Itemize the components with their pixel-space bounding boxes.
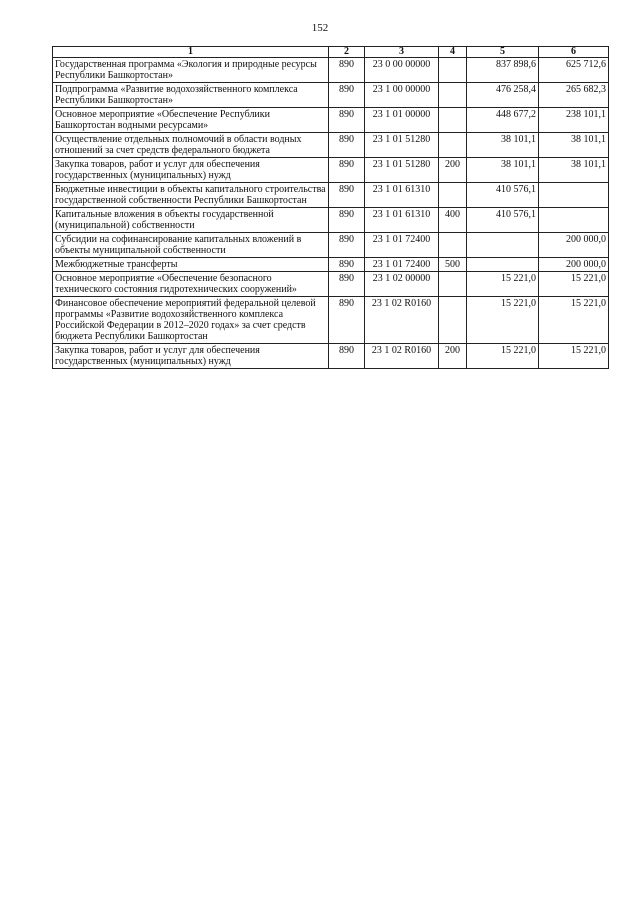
row-name-cell: Субсидии на софинансирование капитальных вложений в объекты муниципальной собственности [53,233,329,258]
row-name-cell: Межбюджетные трансферты [53,258,329,272]
row-target-item-cell: 23 1 01 00000 [365,108,439,133]
header-col-1: 1 [53,47,329,58]
row-ministry-code-cell: 890 [329,297,365,344]
row-amount-col5-cell: 38 101,1 [467,133,539,158]
page-number: 152 [311,22,329,34]
row-amount-col6-cell: 625 712,6 [539,58,609,83]
row-amount-col6-cell: 238 101,1 [539,108,609,133]
row-expense-type-cell: 200 [439,158,467,183]
row-amount-col6-cell: 15 221,0 [539,344,609,369]
header-col-4: 4 [439,47,467,58]
row-ministry-code-cell: 890 [329,233,365,258]
row-expense-type-cell [439,108,467,133]
row-expense-type-cell [439,183,467,208]
row-amount-col6-cell: 15 221,0 [539,272,609,297]
row-amount-col5-cell: 410 576,1 [467,208,539,233]
table-row [53,83,609,108]
row-amount-col5-cell: 837 898,6 [467,58,539,83]
table-row [53,297,609,344]
row-name-cell: Закупка товаров, работ и услуг для обеспечения государственных (муниципальных) нужд [53,344,329,369]
row-amount-col6-cell: 38 101,1 [539,133,609,158]
row-amount-col5-cell [467,258,539,272]
row-amount-col6-cell: 15 221,0 [539,297,609,344]
row-amount-col5-cell: 15 221,0 [467,344,539,369]
row-target-item-cell: 23 1 02 00000 [365,272,439,297]
row-ministry-code-cell: 890 [329,258,365,272]
table-row [53,258,609,272]
row-ministry-code-cell: 890 [329,133,365,158]
row-target-item-cell: 23 1 00 00000 [365,83,439,108]
row-amount-col5-cell: 476 258,4 [467,83,539,108]
row-target-item-cell: 23 1 01 72400 [365,233,439,258]
header-col-3: 3 [365,47,439,58]
row-expense-type-cell [439,272,467,297]
row-target-item-cell: 23 1 02 R0160 [365,297,439,344]
row-expense-type-cell [439,297,467,344]
table-row [53,208,609,233]
row-target-item-cell: 23 1 01 61310 [365,208,439,233]
row-expense-type-cell: 500 [439,258,467,272]
row-name-cell: Государственная программа «Экология и природные ресурсы Республики Башкортостан» [53,58,329,83]
row-name-cell: Осуществление отдельных полномочий в области водных отношений за счет средств федерального бюджета [53,133,329,158]
table-header-row [53,47,609,58]
row-expense-type-cell [439,83,467,108]
header-col-5: 5 [467,47,539,58]
row-ministry-code-cell: 890 [329,344,365,369]
table-row [53,108,609,133]
row-target-item-cell: 23 1 01 51280 [365,158,439,183]
row-amount-col5-cell: 38 101,1 [467,158,539,183]
row-name-cell: Закупка товаров, работ и услуг для обеспечения государственных (муниципальных) нужд [53,158,329,183]
row-target-item-cell: 23 1 01 51280 [365,133,439,158]
row-ministry-code-cell: 890 [329,58,365,83]
header-col-2: 2 [329,47,365,58]
row-target-item-cell: 23 1 01 61310 [365,183,439,208]
row-expense-type-cell: 200 [439,344,467,369]
row-name-cell: Финансовое обеспечение мероприятий федеральной целевой программы «Развитие водохозяйственного комплекса Российской Федерации в 2012–2020 годах» за счет средств бюджета Республики Башкортостан [53,297,329,344]
table-row [53,272,609,297]
table-row [53,133,609,158]
table-row [53,58,609,83]
table-row [53,344,609,369]
table-row [53,233,609,258]
row-amount-col6-cell: 38 101,1 [539,158,609,183]
row-amount-col5-cell [467,233,539,258]
row-target-item-cell: 23 1 01 72400 [365,258,439,272]
row-name-cell: Бюджетные инвестиции в объекты капитального строительства государственной собственности Республики Башкортостан [53,183,329,208]
row-expense-type-cell: 400 [439,208,467,233]
row-name-cell: Основное мероприятие «Обеспечение безопасного технического состояния гидротехнических сооружений» [53,272,329,297]
row-name-cell: Подпрограмма «Развитие водохозяйственного комплекса Республики Башкортостан» [53,83,329,108]
row-ministry-code-cell: 890 [329,83,365,108]
row-target-item-cell: 23 1 02 R0160 [365,344,439,369]
row-expense-type-cell [439,233,467,258]
row-amount-col6-cell: 265 682,3 [539,83,609,108]
table-row [53,158,609,183]
row-target-item-cell: 23 0 00 00000 [365,58,439,83]
row-amount-col5-cell: 410 576,1 [467,183,539,208]
row-name-cell: Основное мероприятие «Обеспечение Республики Башкортостан водными ресурсами» [53,108,329,133]
row-ministry-code-cell: 890 [329,158,365,183]
table-body [53,58,609,369]
row-amount-col5-cell: 15 221,0 [467,297,539,344]
row-ministry-code-cell: 890 [329,208,365,233]
row-amount-col6-cell [539,208,609,233]
header-col-6: 6 [539,47,609,58]
row-ministry-code-cell: 890 [329,183,365,208]
row-expense-type-cell [439,133,467,158]
row-ministry-code-cell: 890 [329,272,365,297]
row-expense-type-cell [439,58,467,83]
row-amount-col6-cell: 200 000,0 [539,233,609,258]
row-amount-col5-cell: 448 677,2 [467,108,539,133]
row-amount-col6-cell: 200 000,0 [539,258,609,272]
row-name-cell: Капитальные вложения в объекты государственной (муниципальной) собственности [53,208,329,233]
budget-table [52,46,609,369]
row-amount-col6-cell [539,183,609,208]
table-row [53,183,609,208]
row-ministry-code-cell: 890 [329,108,365,133]
row-amount-col5-cell: 15 221,0 [467,272,539,297]
